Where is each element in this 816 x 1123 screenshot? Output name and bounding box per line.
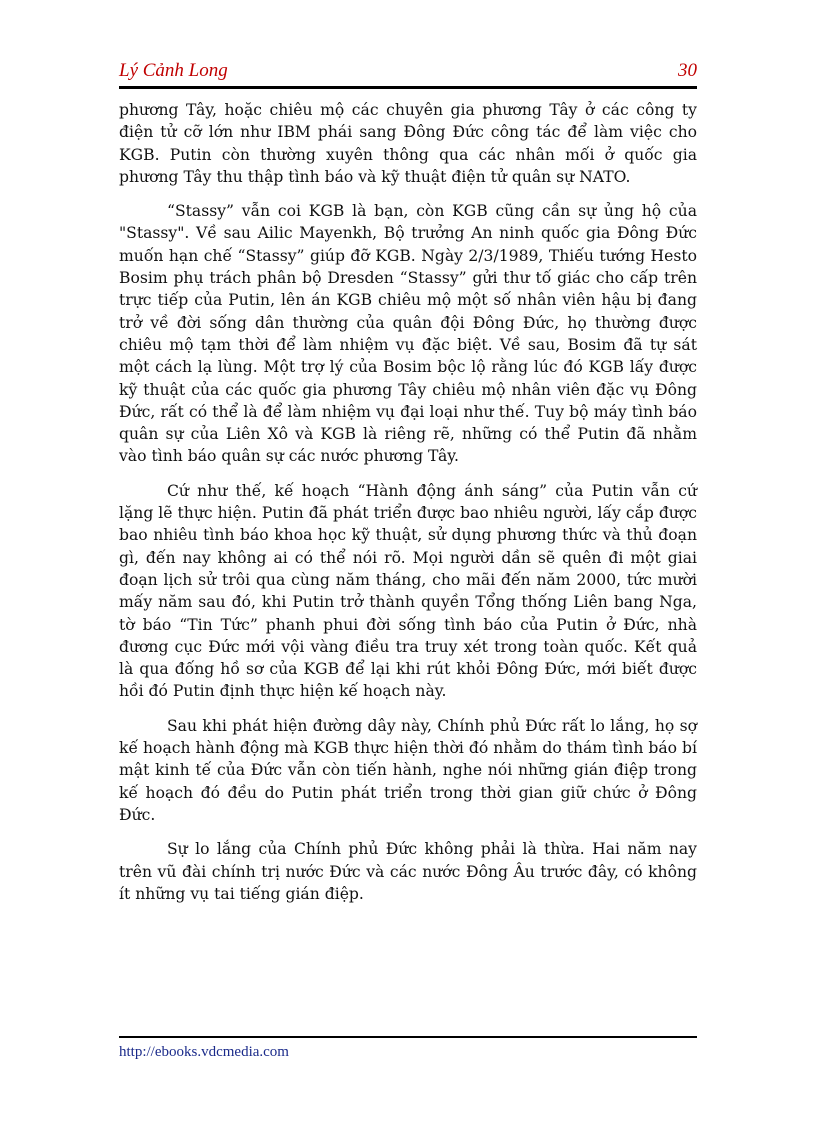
header-author: Lý Cảnh Long [119,60,228,81]
footer-url[interactable]: http://ebooks.vdcmedia.com [119,1044,289,1060]
paragraph: Cứ như thế, kế hoạch “Hành động ánh sáng” của Putin vẫn cứ lặng lẽ thực hiện. Putin đã phát triển được bao nhiêu người, lấy cắp được bao nhiêu tình báo khoa học kỹ thuật, sử dụng phương thức và thủ đoạn gì, đến nay không ai có thể nói rõ. Mọi người dần sẽ quên đi một giai đoạn lịch sử trôi qua cùng năm tháng, cho mãi đến năm 2000, tức mười mấy năm sau đó, khi Putin trở thành quyền Tổng thống Liên bang Nga, tờ báo “Tin Tức” phanh phui đời sống tình báo của Putin ở Đức, nhà đương cục Đức mới vội vàng điều tra truy xét trong toàn quốc. Kết quả là qua đống hồ sơ của KGB để lại khi rút khỏi Đông Đức, mới biết được hồi đó Putin định thực hiện kế hoạch này. [119,481,697,701]
paragraph: “Stassy” vẫn coi KGB là bạn, còn KGB cũng cần sự ủng hộ của "Stassy". Về sau Ailic Mayenkh, Bộ trưởng An ninh quốc gia Đông Đức muốn hạn chế “Stassy” giúp đỡ KGB. Ngày 2/3/1989, Thiếu tướng Hesto Bosim phụ trách phân bộ Dresden “Stassy” gửi thư tố giác cho cấp trên trực tiếp của Putin, lên án KGB chiêu mộ một số nhân viên hậu bị đang trở về đời sống dân thường của quân đội Đông Đức, họ thường được chiêu mộ tạm thời để làm nhiệm vụ đặc biệt. Về sau, Bosim đã tự sát một cách lạ lùng. Một trợ lý của Bosim bộc lộ rằng lúc đó KGB lấy được kỹ thuật của các quốc gia phương Tây chiêu mộ nhân viên đặc vụ Đông Đức, rất có thể là để làm nhiệm vụ đại loại như thế. Tuy bộ máy tình báo quân sự của Liên Xô và KGB là riêng rẽ, những có thể Putin đã nhằm vào tình báo quân sự các nước phương Tây. [119,202,697,466]
paragraph: Sau khi phát hiện đường dây này, Chính phủ Đức rất lo lắng, họ sợ kế hoạch hành động mà KGB thực hiện thời đó nhằm do thám tình báo bí mật kinh tế của Đức vẫn còn tiến hành, nghe nói những gián điệp trong kế hoạch đó đều do Putin phát triển trong thời gian giữ chức ở Đông Đức. [119,716,697,824]
paragraph: Sự lo lắng của Chính phủ Đức không phải là thừa. Hai năm nay trên vũ đài chính trị nước Đức và các nước Đông Âu trước đây, có không ít những vụ tai tiếng gián điệp. [119,840,697,903]
body-text [119,99,697,917]
page-header [119,58,697,89]
page-number: 30 [678,60,697,81]
paragraph: phương Tây, hoặc chiêu mộ các chuyên gia phương Tây ở các công ty điện tử cỡ lớn như IBM phái sang Đông Đức công tác để làm việc cho KGB. Putin còn thường xuyên thông qua các nhân mối ở quốc gia phương Tây thu thập tình báo và kỹ thuật điện tử quân sự NATO. [119,101,697,186]
footer-divider [119,1036,697,1038]
